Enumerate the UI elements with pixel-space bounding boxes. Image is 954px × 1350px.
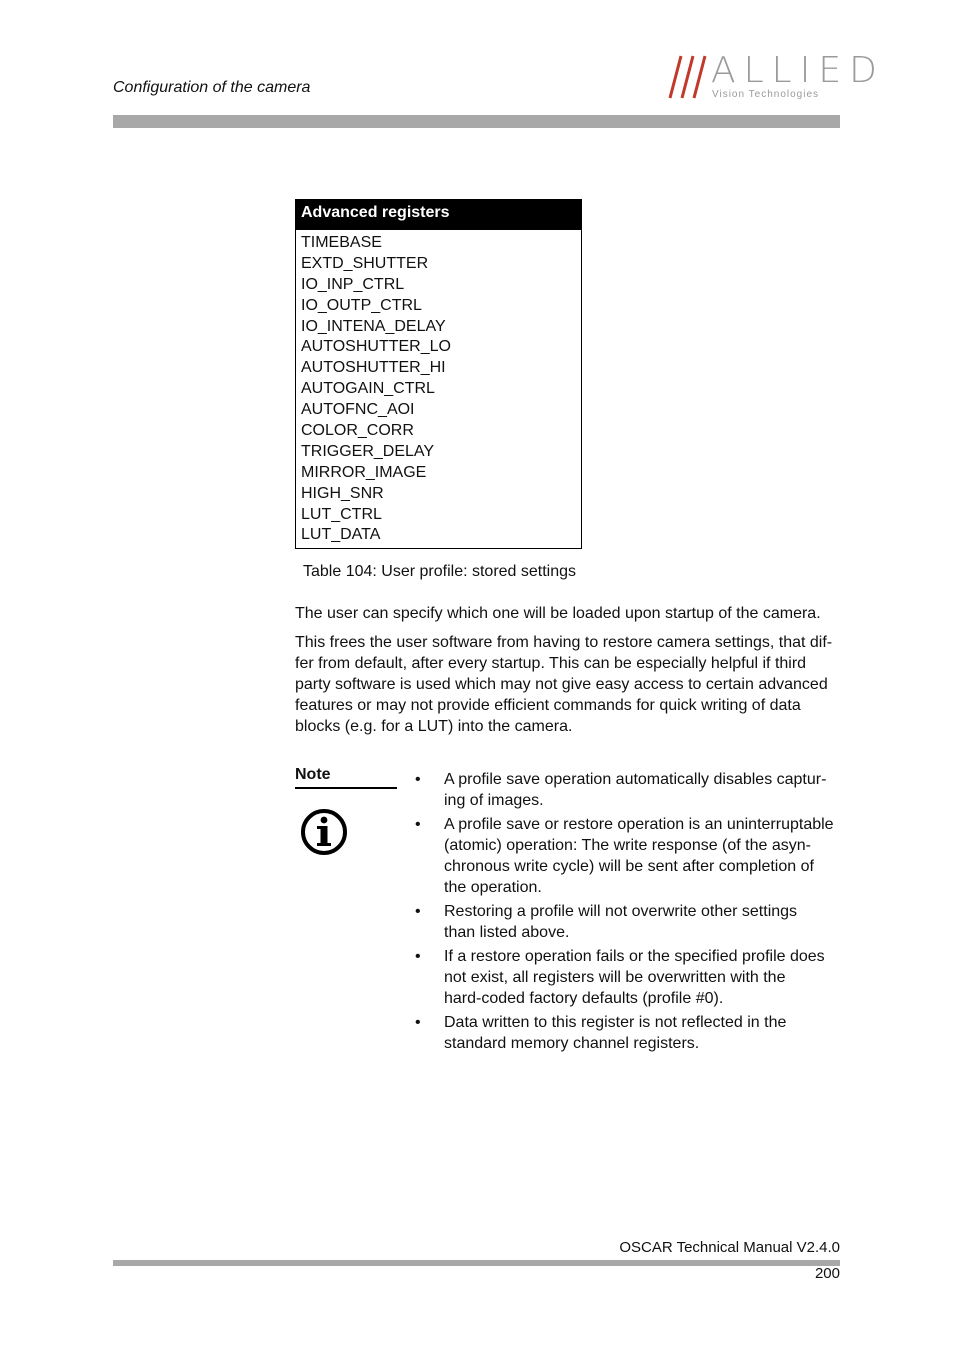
logo-word: ALLIED	[711, 50, 885, 91]
table-row: HIGH_SNR	[301, 484, 384, 502]
bullet-line: A profile save or restore operation is an uninterruptable	[444, 816, 834, 833]
paragraph-line: This frees the user software from having to restore camera settings, that dif-	[295, 634, 833, 651]
logo-tagline: Vision Technologies	[712, 89, 820, 100]
table-row: IO_OUTP_CTRL	[301, 296, 422, 314]
bullet-icon: •	[415, 771, 421, 788]
bullet-line: Restoring a profile will not overwrite other settings	[444, 903, 798, 920]
table-row: MIRROR_IMAGE	[301, 463, 427, 481]
note-bullet-item	[415, 946, 845, 1009]
table-row: LUT_CTRL	[301, 505, 382, 523]
table-row: AUTOFNC_AOI	[301, 401, 415, 419]
bullet-line: standard memory channel registers.	[444, 1035, 700, 1052]
table-row: TIMEBASE	[301, 234, 382, 251]
bullet-line: not exist, all registers will be overwritten with the	[444, 969, 786, 986]
table-row: LUT_DATA	[301, 526, 381, 544]
table-row: IO_INTENA_DELAY	[301, 317, 446, 335]
section-title: Configuration of the camera	[113, 79, 311, 96]
registers-table	[295, 199, 582, 549]
note-bullet-item	[415, 1012, 845, 1054]
table-row: COLOR_CORR	[301, 422, 414, 440]
bullet-line: If a restore operation fails or the specified profile does	[444, 948, 825, 965]
table-row: AUTOSHUTTER_LO	[301, 338, 451, 356]
allied-logo	[668, 50, 885, 102]
bullet-icon: •	[415, 1014, 421, 1031]
bullet-line: A profile save operation automatically disables captur-	[444, 771, 827, 788]
bullet-line: hard-coded factory defaults (profile #0).	[444, 990, 724, 1007]
bullet-line: Data written to this register is not reflected in the	[444, 1014, 787, 1031]
table-row: IO_INP_CTRL	[301, 275, 405, 293]
bullet-icon: •	[415, 816, 421, 833]
note-bullet-item	[415, 769, 845, 811]
table-row: AUTOSHUTTER_HI	[301, 359, 446, 377]
table-row: AUTOGAIN_CTRL	[301, 380, 435, 398]
table-heading: Advanced registers	[296, 200, 581, 230]
bullet-line: chronous write cycle) will be sent after completion of	[444, 858, 814, 875]
page-number: 200	[814, 1265, 840, 1282]
note-rule	[295, 787, 397, 789]
bullet-icon: •	[415, 948, 421, 965]
paragraph-benefits	[295, 632, 845, 737]
table-body	[296, 230, 581, 546]
table-caption: Table 104: User profile: stored settings	[303, 563, 577, 580]
note-label: Note	[295, 766, 331, 783]
note-bullet-item	[415, 814, 845, 898]
note-bullet-list	[415, 769, 845, 1057]
paragraph-startup: The user can specify which one will be loaded upon startup of the camera.	[295, 605, 821, 622]
table-row: TRIGGER_DELAY	[301, 442, 435, 460]
bullet-line: (atomic) operation: The write response (of the asyn-	[444, 837, 811, 854]
bullet-line: ing of images.	[444, 792, 544, 809]
paragraph-line: blocks (e.g. for a LUT) into the camera.	[295, 718, 573, 735]
footer-manual-title: OSCAR Technical Manual V2.4.0	[619, 1239, 840, 1256]
table-row: EXTD_SHUTTER	[301, 254, 429, 272]
header-rule	[113, 115, 840, 128]
note-bullet-item	[415, 901, 845, 943]
footer-rule	[113, 1260, 840, 1266]
paragraph-line: fer from default, after every startup. This can be especially helpful if third	[295, 655, 807, 672]
bullet-line: than listed above.	[444, 924, 570, 941]
bullet-icon: •	[415, 903, 421, 920]
paragraph-line: features or may not provide efficient commands for quick writing of data	[295, 697, 801, 714]
paragraph-line: party software is used which may not give easy access to certain advanced	[295, 676, 828, 693]
info-icon	[300, 808, 348, 856]
logo-slashes-icon	[668, 54, 713, 100]
bullet-line: the operation.	[444, 879, 542, 896]
